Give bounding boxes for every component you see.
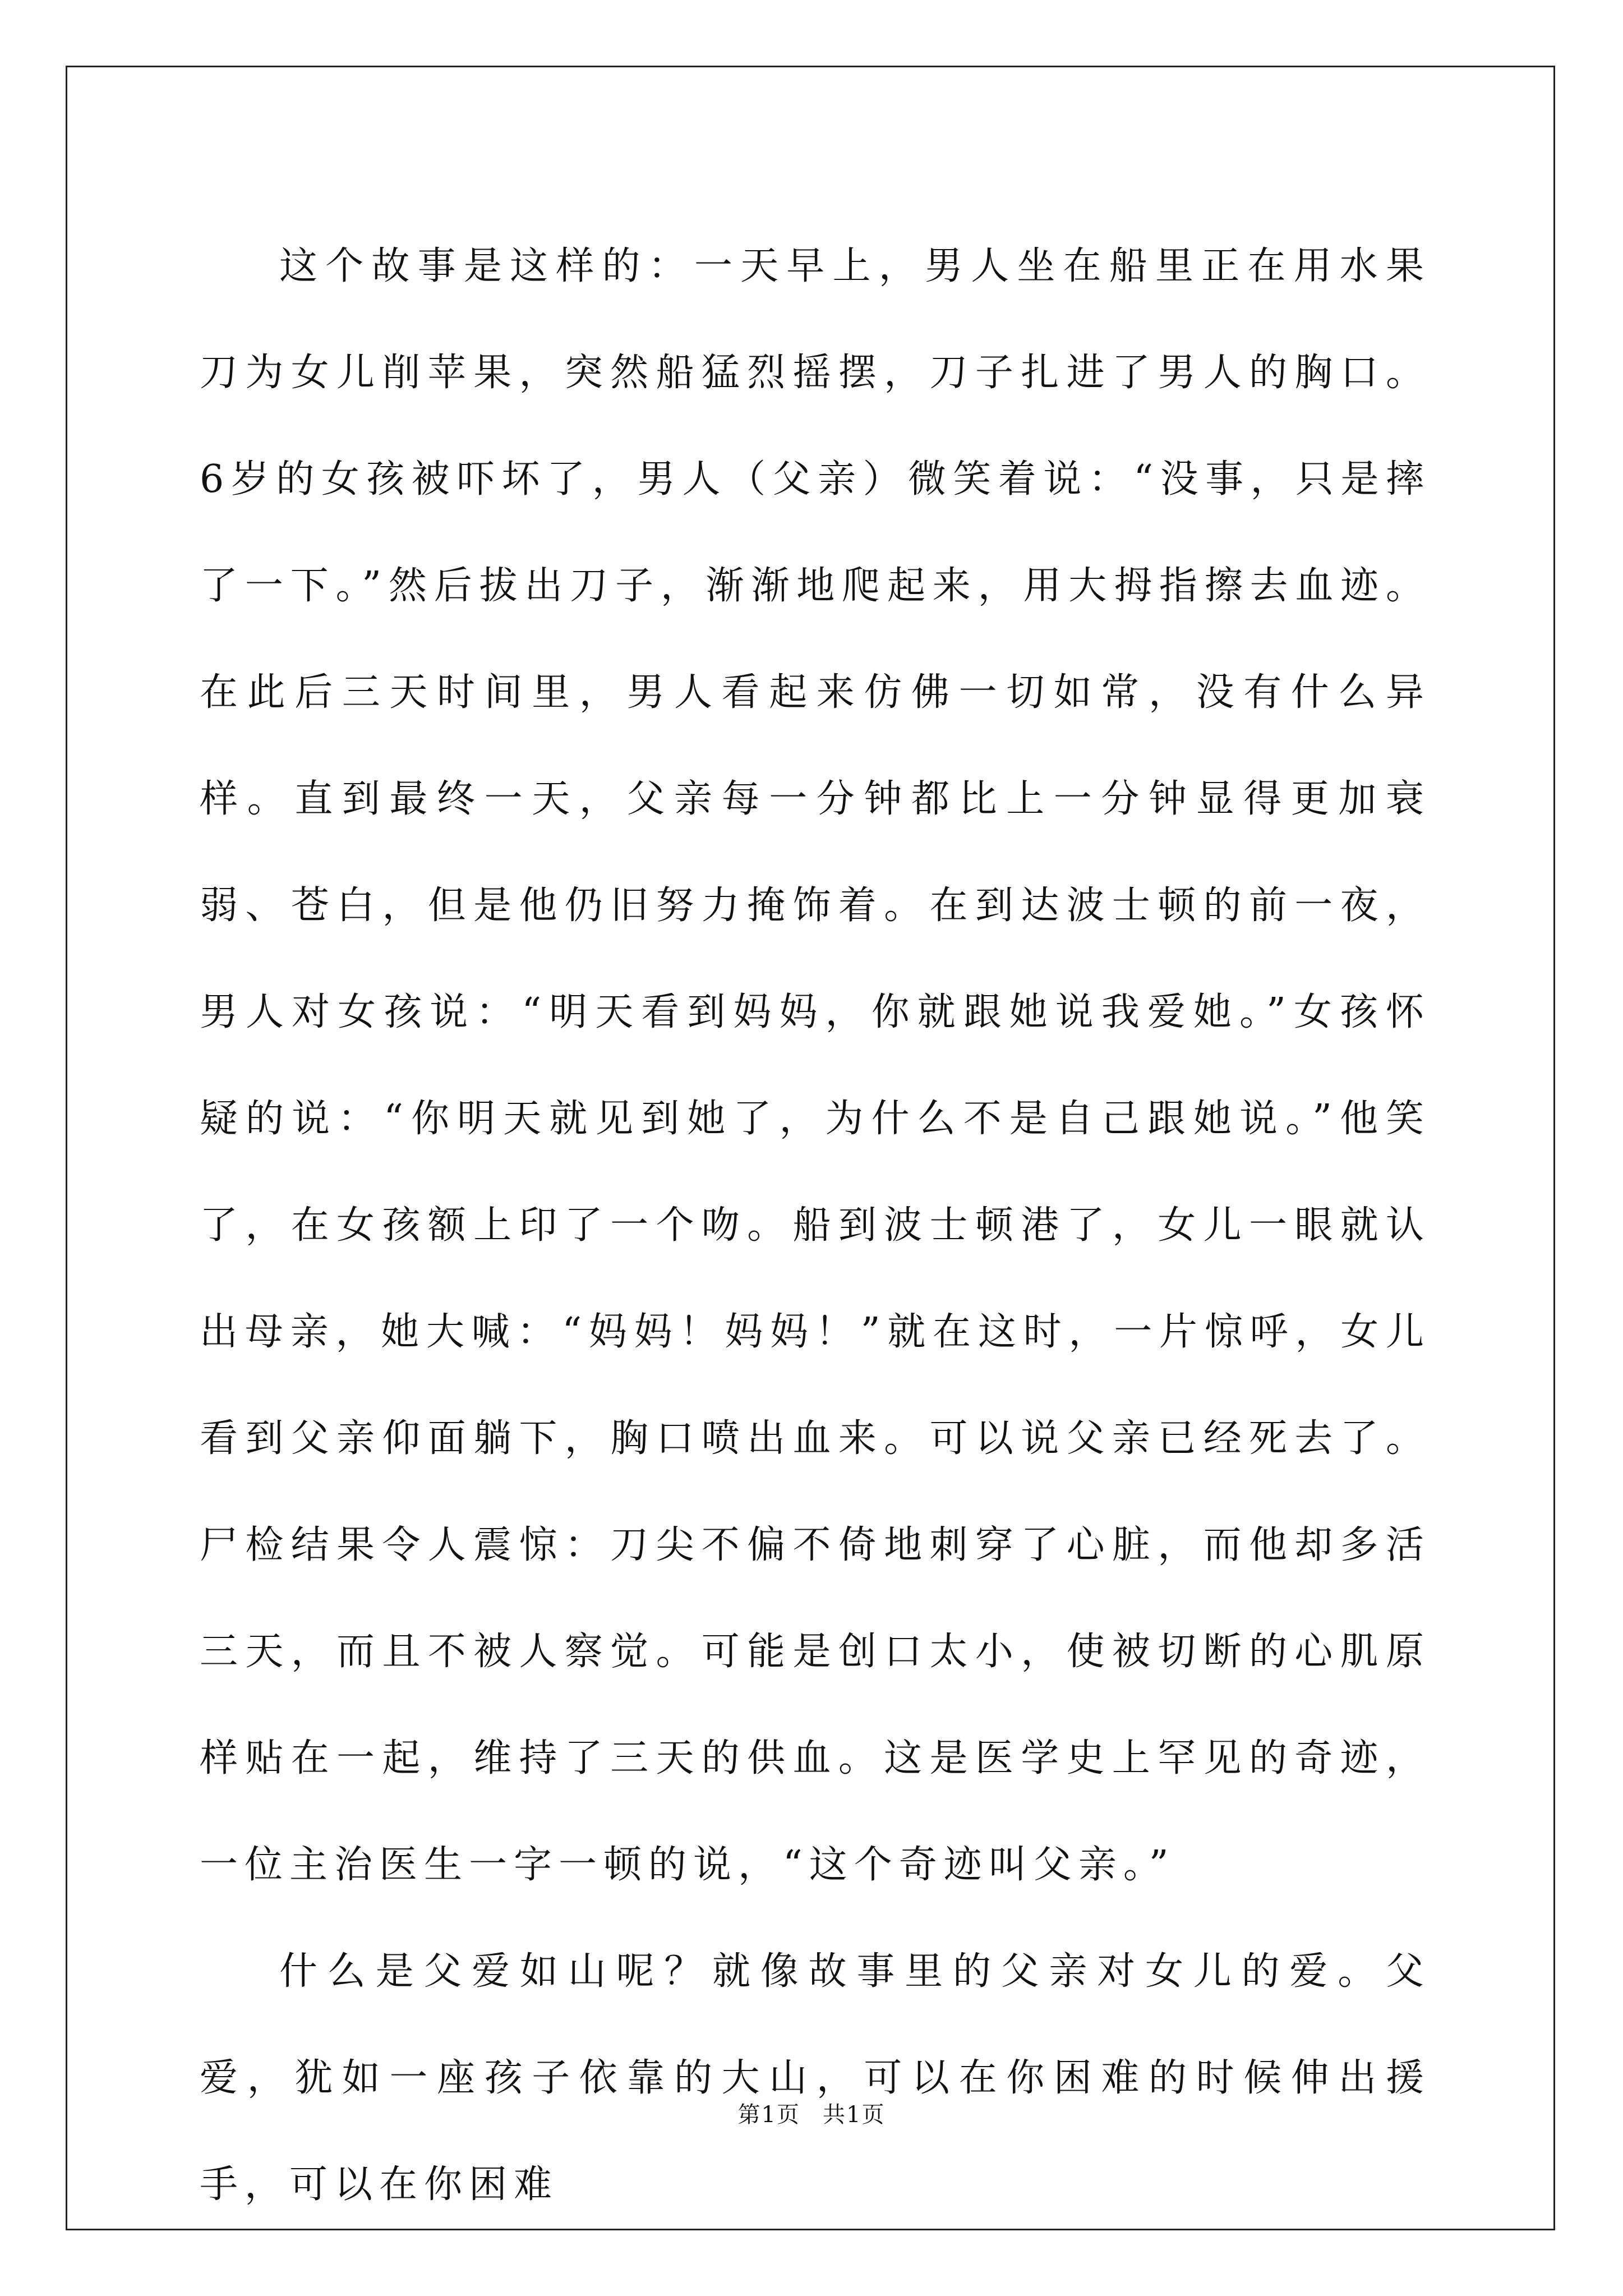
document-body bbox=[200, 213, 1431, 2238]
paragraph-reflection: 什么是父爱如山呢？就像故事里的父亲对女儿的爱。父爱，犹如一座孩子依靠的大山，可以在你困难的时候伸出援手，可以在你困难 bbox=[200, 1949, 1431, 2207]
page-footer bbox=[0, 2101, 1623, 2129]
page-number: 第1页 bbox=[737, 2102, 800, 2128]
paragraph-story: 这个故事是这样的：一天早上，男人坐在船里正在用水果刀为女儿削苹果，突然船猛烈摇摆，刀子扎进了男人的胸口。6岁的女孩被吓坏了，男人（父亲）微笑着说：“没事，只是摔了一下。”然后拔出刀子，渐渐地爬起来，用大拇指擦去血迹。在此后三天时间里，男人看起来仿佛一切如常，没有什么异样。直到最终一天，父亲每一分钟都比上一分钟显得更加衰弱、苍白，但是他仍旧努力掩饰着。在到达波士顿的前一夜，男人对女孩说：“明天看到妈妈，你就跟她说我爱她。”女孩怀疑的说：“你明天就见到她了，为什么不是自己跟她说。”他笑了，在女孩额上印了一个吻。船到波士顿港了，女儿一眼就认出母亲，她大喊：“妈妈！妈妈！”就在这时，一片惊呼，女儿看到父亲仰面躺下，胸口喷出血来。可以说父亲已经死去了。尸检结果令人震惊：刀尖不偏不倚地刺穿了心脏，而他却多活三天，而且不被人察觉。可能是创口太小，使被切断的心肌原样贴在一起，维持了三天的供血。这是医学史上罕见的奇迹，一位主治医生一字一顿的说，“这个奇迹叫父亲。” bbox=[200, 244, 1431, 1887]
page-total: 共1页 bbox=[823, 2102, 886, 2128]
